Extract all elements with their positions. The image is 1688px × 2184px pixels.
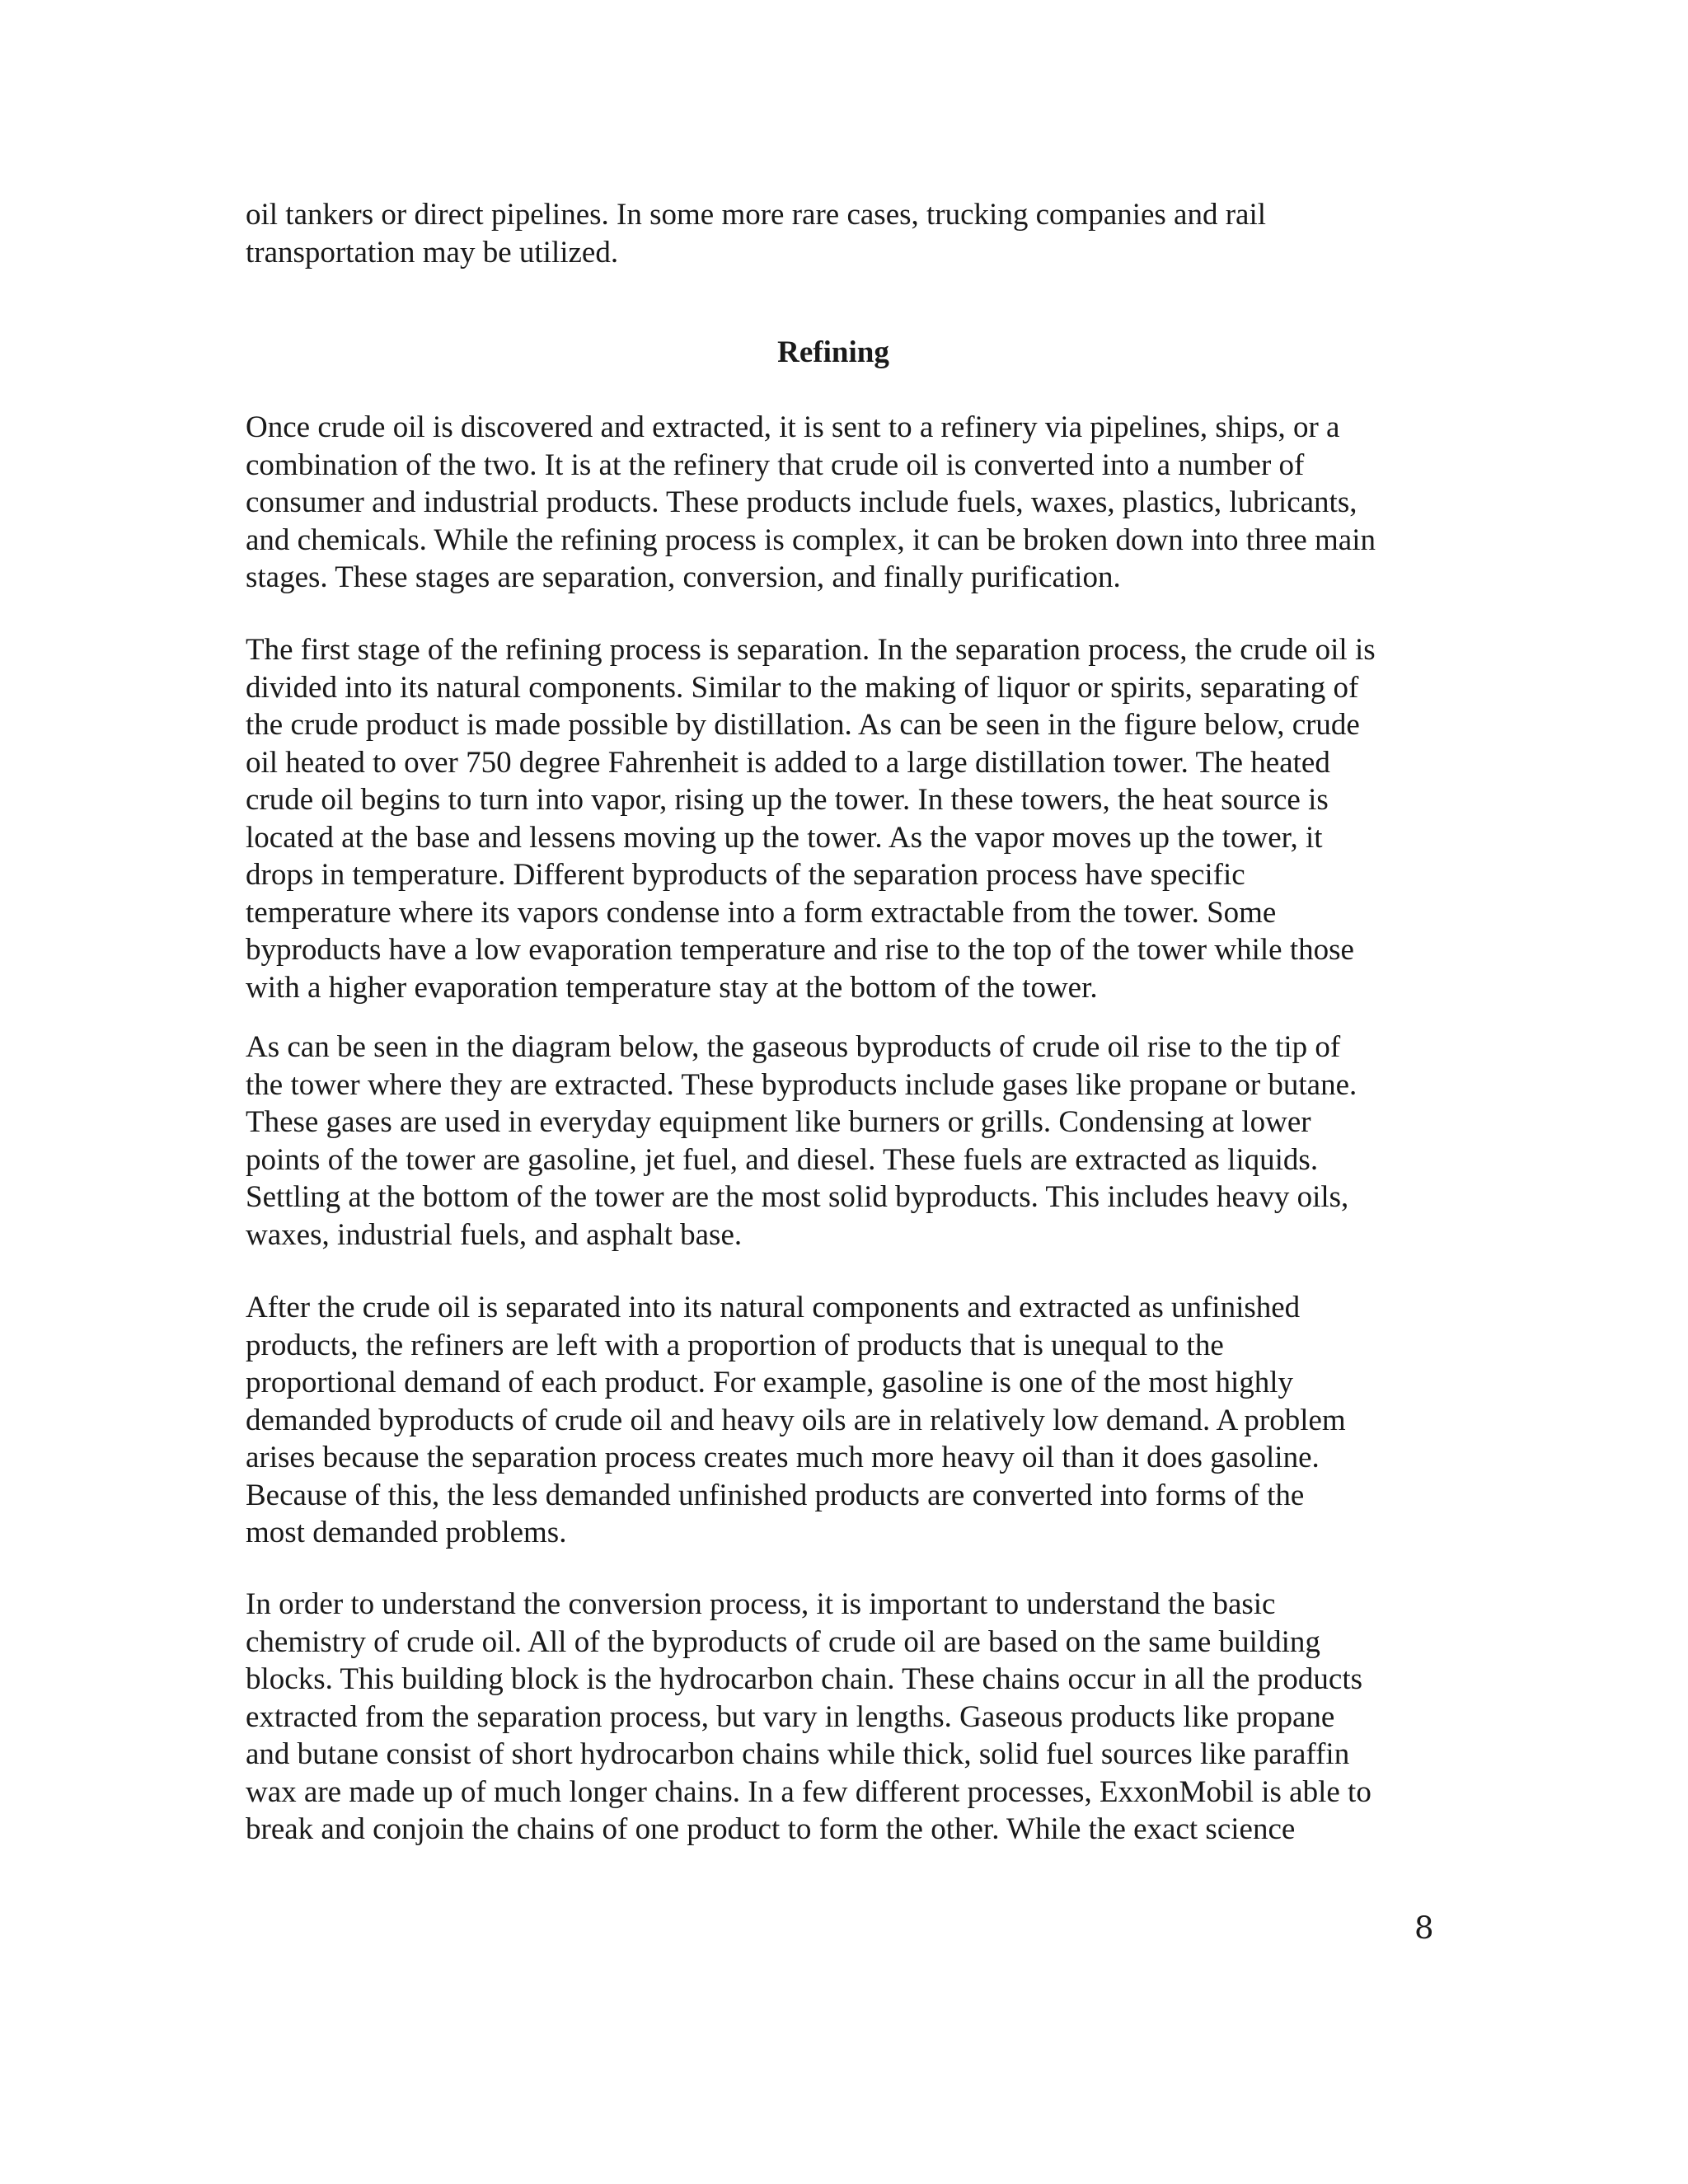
- text-line: arises because the separation process creates much more heavy oil than it does gasoline.: [246, 1441, 1320, 1474]
- text-line: most demanded problems.: [246, 1516, 567, 1549]
- text-line: The first stage of the refining process is separation. In the separation process, the crude oil is: [246, 633, 1376, 667]
- text-line: break and conjoin the chains of one product to form the other. While the exact science: [246, 1812, 1296, 1846]
- text-line: These gases are used in everyday equipment like burners or grills. Condensing at lower: [246, 1105, 1311, 1139]
- text-line: combination of the two. It is at the refinery that crude oil is converted into a number of: [246, 448, 1305, 482]
- text-line: and chemicals. While the refining process is complex, it can be broken down into three main: [246, 523, 1376, 557]
- text-line: After the crude oil is separated into its natural components and extracted as unfinished: [246, 1291, 1301, 1324]
- paragraph-demand: [246, 1289, 1346, 1552]
- text-line: In order to understand the conversion process, it is important to understand the basic: [246, 1587, 1276, 1621]
- text-line: products, the refiners are left with a proportion of products that is unequal to the: [246, 1328, 1224, 1362]
- text-line: oil heated to over 750 degree Fahrenheit is added to a large distillation tower. The heated: [246, 745, 1330, 780]
- text-line: crude oil begins to turn into vapor, rising up the tower. In these towers, the heat source is: [246, 783, 1329, 817]
- text-line: Settling at the bottom of the tower are the most solid byproducts. This includes heavy oils,: [246, 1180, 1349, 1214]
- text-line: transportation may be utilized.: [246, 235, 619, 269]
- text-line: Because of this, the less demanded unfinished products are converted into forms of the: [246, 1478, 1305, 1512]
- text-line: blocks. This building block is the hydrocarbon chain. These chains occur in all the products: [246, 1662, 1362, 1696]
- text-line: proportional demand of each product. For example, gasoline is one of the most highly: [246, 1366, 1294, 1399]
- text-line: chemistry of crude oil. All of the byproducts of crude oil are based on the same building: [246, 1624, 1320, 1659]
- text-line: As can be seen in the diagram below, the gaseous byproducts of crude oil rise to the tip of: [246, 1030, 1341, 1064]
- paragraph-byproducts: [246, 1029, 1357, 1254]
- intro-paragraph: [246, 196, 1266, 271]
- page-number: 8: [1414, 1910, 1434, 1946]
- text-line: extracted from the separation process, but vary in lengths. Gaseous products like propane: [246, 1699, 1335, 1734]
- text-line: points of the tower are gasoline, jet fuel, and diesel. These fuels are extracted as liquids.: [246, 1142, 1319, 1177]
- paragraph-separation: [246, 631, 1376, 1006]
- text-line: temperature where its vapors condense into a form extractable from the tower. Some: [246, 895, 1277, 930]
- text-line: drops in temperature. Different byproducts of the separation process have specific: [246, 858, 1245, 892]
- text-line: stages. These stages are separation, conversion, and finally purification.: [246, 560, 1121, 594]
- text-line: Once crude oil is discovered and extracted, it is sent to a refinery via pipelines, ships, or a: [246, 410, 1340, 444]
- text-line: byproducts have a low evaporation temperature and rise to the top of the tower while those: [246, 933, 1354, 967]
- section-heading: Refining: [777, 335, 889, 369]
- text-line: demanded byproducts of crude oil and heavy oils are in relatively low demand. A problem: [246, 1403, 1346, 1437]
- text-line: divided into its natural components. Similar to the making of liquor or spirits, separating of: [246, 670, 1359, 705]
- text-line: the tower where they are extracted. These byproducts include gases like propane or butane.: [246, 1067, 1357, 1102]
- text-line: waxes, industrial fuels, and asphalt base.: [246, 1217, 743, 1252]
- text-line: and butane consist of short hydrocarbon chains while thick, solid fuel sources like paraffin: [246, 1737, 1350, 1771]
- paragraph-refining-overview: [246, 409, 1376, 597]
- text-line: wax are made up of much longer chains. In a few different processes, ExxonMobil is able to: [246, 1774, 1372, 1809]
- paragraph-conversion: [246, 1586, 1372, 1849]
- text-line: the crude product is made possible by distillation. As can be seen in the figure below, crude: [246, 708, 1360, 742]
- text-line: with a higher evaporation temperature stay at the bottom of the tower.: [246, 970, 1098, 1005]
- text-line: oil tankers or direct pipelines. In some more rare cases, trucking companies and rail: [246, 198, 1267, 232]
- text-line: consumer and industrial products. These products include fuels, waxes, plastics, lubricants,: [246, 485, 1357, 519]
- text-line: located at the base and lessens moving up the tower. As the vapor moves up the tower, it: [246, 820, 1323, 855]
